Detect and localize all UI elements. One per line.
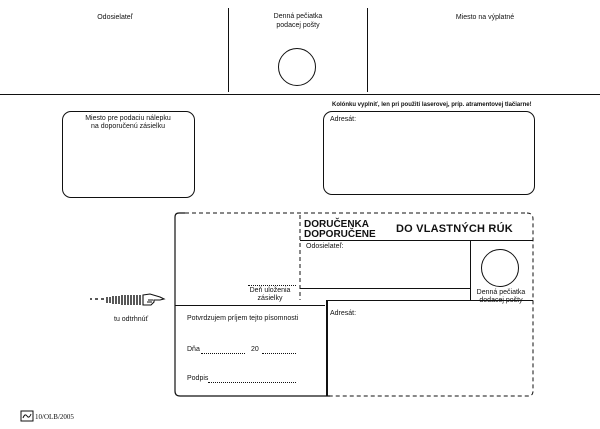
label-place-line2: na doporučenú zásielku	[91, 123, 165, 130]
stored-day-dots	[248, 285, 296, 286]
day-label: Dňa	[187, 346, 200, 353]
delivery-stamp-line1: Denná pečiatka	[476, 289, 526, 296]
label-place-line1: Miesto pre podaciu nálepku	[85, 115, 171, 122]
slip-sender-label: Odosielateľ:	[306, 243, 344, 250]
confirm-text: Potvrdzujem príjem tejto písomnosti	[187, 315, 299, 322]
slip-confirm-top	[175, 305, 325, 306]
post-logo-icon	[20, 410, 34, 422]
delivery-postmark-circle	[481, 249, 519, 287]
year-label: 20	[251, 346, 259, 353]
postage-label: Miesto na výplatné	[455, 14, 515, 21]
year-dots[interactable]	[262, 353, 296, 354]
hand-delivery-title: DO VLASTNÝCH RÚK	[396, 223, 513, 235]
slip-addressee-label: Adresát:	[330, 310, 357, 317]
pointing-hand-icon	[88, 292, 168, 312]
addressee-label: Adresát:	[330, 116, 357, 123]
signature-label: Podpis	[187, 375, 209, 382]
printer-note: Kolónku vyplniť, len pri použití laserovej, príp. atramentovej tlačiarne!	[332, 102, 532, 108]
stored-label-line1: Deň uloženia	[249, 287, 291, 294]
slip-title-line2: DOPORUČENE	[304, 229, 376, 240]
form-code: 10/OLB/2005	[35, 413, 74, 421]
stamp-label-line1: Denná pečiatka	[273, 13, 323, 20]
slip-confirm-divider	[326, 300, 328, 396]
slip-sender-bottom	[300, 288, 470, 289]
tear-off-label: tu odtrhnúť	[114, 316, 149, 323]
day-dots[interactable]	[201, 353, 245, 354]
sender-label: Odosielateľ	[97, 14, 133, 21]
signature-dots[interactable]	[208, 382, 296, 383]
delivery-stamp-line2: dodacej pošty	[479, 297, 523, 304]
stored-label-line2: zásielky	[257, 295, 283, 302]
slip-title-line1: DORUČENKA	[304, 219, 369, 230]
stamp-label-line2: podacej pošty	[276, 22, 320, 29]
